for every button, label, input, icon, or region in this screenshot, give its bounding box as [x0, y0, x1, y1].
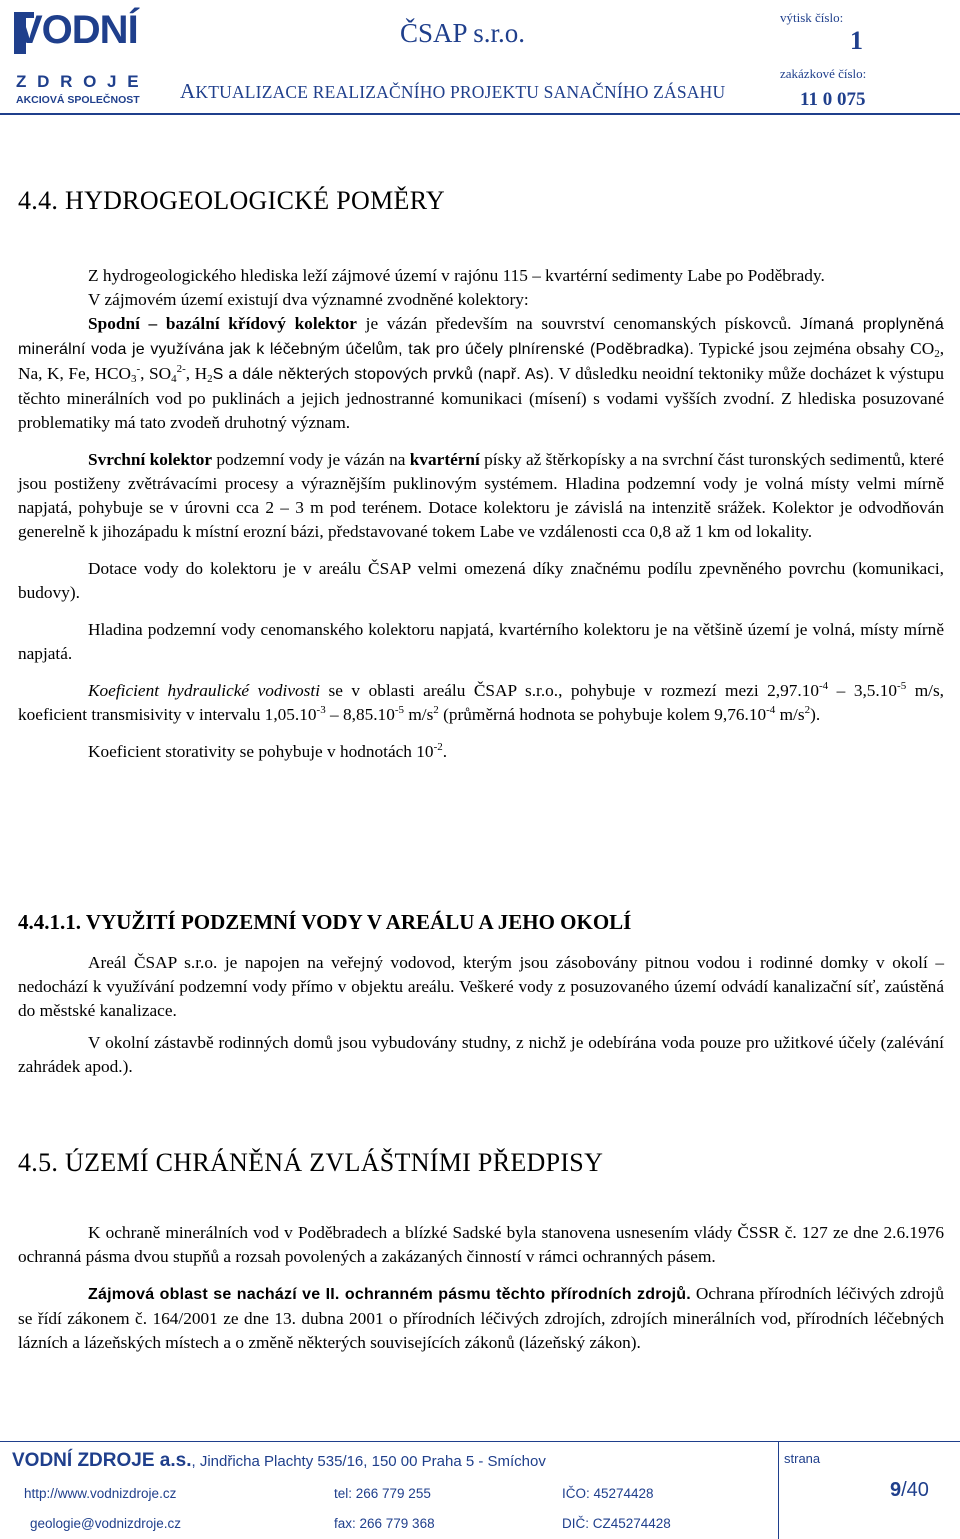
paragraph: V okolní zástavbě rodinných domů jsou vybudovány studny, z nichž je odebírána voda pouze pro užitkové účely (zalévání zahrádek apod.).	[18, 1033, 944, 1076]
bold-text: Spodní – bazální křídový kolektor	[88, 314, 357, 333]
footer-phone: tel: 266 779 255	[334, 1486, 431, 1501]
footer-dic: DIČ: CZ45274428	[562, 1516, 671, 1531]
footer-ico: IČO: 45274428	[562, 1486, 654, 1501]
print-number-label: výtisk číslo:	[780, 10, 844, 25]
paragraph: Svrchní kolektor podzemní vody je vázán na kvartérní písky až štěrkopísky a na svrchní část turonských sedimentů, které jsou postiženy zvětrávacími procesy a výraznějším puklinovým systémem. Hladina podzemní vody je volná místy velmi mírně napjatá, pohybuje se v úrovni cca 2 – 3 m pod terénem. Dotace kolektoru je závislá na intenzitě srážek. Kolektor je odvodňován generelně k jihozápadu k místní erozní bázi, představované tokem Labe ve vzdálenosti cca 0,8 až 1 km od lokality.	[18, 450, 944, 541]
footer-vertical-divider	[778, 1442, 779, 1539]
section-4-4-body	[18, 264, 944, 764]
section-4-5-body	[18, 1221, 944, 1355]
section-heading-4-4: 4.4. HYDROGEOLOGICKÉ POMĚRY	[18, 186, 445, 215]
paragraph: Z hydrogeologického hlediska leží zájmové území v rajónu 115 – kvartérní sedimenty Labe po Poděbrady.	[88, 266, 825, 285]
section-heading-4-4-1-1: 4.4.1.1. VYUŽITÍ PODZEMNÍ VODY V AREÁLU A JEHO OKOLÍ	[18, 910, 632, 934]
order-number-value: 11 0 075	[800, 89, 866, 110]
company-logo	[12, 10, 164, 110]
paragraph: Koeficient storativity se pohybuje v hodnotách $10^{-2}$.	[88, 741, 448, 761]
paragraph: V zájmovém území existují dva významné zvodněné kolektory:	[88, 290, 529, 309]
logo-line3: AKCIOVÁ SPOLEČNOST	[16, 94, 140, 106]
header-project-title	[180, 79, 725, 104]
header-divider	[0, 113, 960, 115]
section-heading-4-5: 4.5. ÚZEMÍ CHRÁNĚNÁ ZVLÁŠTNÍMI PŘEDPISY	[18, 1148, 604, 1177]
footer-company: VODNÍ ZDROJE a.s., Jindřicha Plachty 535/16, 150 00 Praha 5 - Smíchov	[12, 1450, 546, 1471]
paragraph: Koeficient hydraulické vodivosti se v oblasti areálu ČSAP s.r.o., pohybuje v rozmezí mezi $2,97.10^{-4} - 3,5.10^{-5}$ m/s, koeficient transmisivity v intervalu $1,05.10^{-3} - 8,85.10^{-5}$ $m/s^2$ (průměrná hodnota se pohybuje kolem $9,76.10^{-4}$ $m/s^2$).	[18, 680, 944, 724]
footer-page-label: strana	[784, 1451, 821, 1466]
footer-email-link[interactable]: geologie@vodnizdroje.cz	[30, 1516, 182, 1531]
paragraph: Areál ČSAP s.r.o. je napojen na veřejný vodovod, kterým jsou zásobovány pitnou vodou i rodinné domky v okolí – nedochází k využívání podzemní vody přímo v objektu areálu. Veškeré vody z posuzovaného území odvádí kanalizační síť, zaústěná do městské kanalizace.	[18, 953, 944, 1020]
footer-page-number: 9/40	[890, 1479, 929, 1501]
header-company: ČSAP s.r.o.	[400, 18, 526, 48]
paragraph: Dotace vody do kolektoru je v areálu ČSAP velmi omezená díky značnému podílu zpevněného povrchu (komunikaci, budovy).	[18, 559, 944, 602]
logo-line2: Z D R O J E	[16, 72, 142, 91]
project-initial: A	[180, 79, 196, 103]
paragraph: K ochraně minerálních vod v Poděbradech a blízké Sadské byla stanovena usnesením vlády ČSSR č. 127 ze dne 2.6.1976 ochranná pásma dvou stupňů a rozsah povolených a zakázaných činností v rámci ochranných pásem.	[18, 1223, 944, 1266]
footer-fax: fax: 266 779 368	[334, 1516, 435, 1531]
print-number-value: 1	[850, 26, 863, 55]
logo-line1: VODNÍ	[16, 8, 138, 52]
order-number-label: zakázkové číslo:	[780, 66, 867, 81]
project-rest: KTUALIZACE REALIZAČNÍHO PROJEKTU SANAČNÍHO ZÁSAHU	[195, 82, 726, 102]
section-4-4-1-1-body	[18, 951, 944, 1079]
footer-address: , Jindřicha Plachty 535/16, 150 00 Praha 5 - Smíchov	[191, 1453, 546, 1470]
paragraph: Zájmová oblast se nachází ve II. ochranném pásmu těchto přírodních zdrojů. Ochrana přírodních léčivých zdrojů se řídí zákonem č. 164/2001 ze dne 13. dubna 2001 o přírodních léčivých zdrojích, zdrojích minerálních vod, přírodních léčebných lázních a lázeňských místech a o změně některých souvisejících zákonů (lázeňský zákon).	[18, 1284, 944, 1352]
paragraph: Spodní – bazální křídový kolektor je vázán především na souvrství cenomanských pískovců. Jímaná proplyněná minerální voda je využívána jak k léčebným účelům, tak pro účely plnírenské (Poděbradka). Typické jsou zejména obsahy $CO_2$, Na, K, Fe, $HCO_3^-$, $SO_4^{2-}$, $H_2S$ a dále některých stopových prvků (např. As). V důsledku neoidní tektoniky může docházet k výstupu těchto minerálních vod po puklinách a jejich jednostranné komunikaci (mísení) s vodami vyšších zvodní. Z hlediska posuzované problematiky má tato zvodeň druhotný význam.	[18, 314, 945, 432]
footer-web-link[interactable]: http://www.vodnizdroje.cz	[24, 1486, 177, 1501]
footer-divider	[0, 1441, 960, 1442]
paragraph: Hladina podzemní vody cenomanského kolektoru napjatá, kvartérního kolektoru je na většině území je volná, místy mírně napjatá.	[18, 620, 944, 663]
